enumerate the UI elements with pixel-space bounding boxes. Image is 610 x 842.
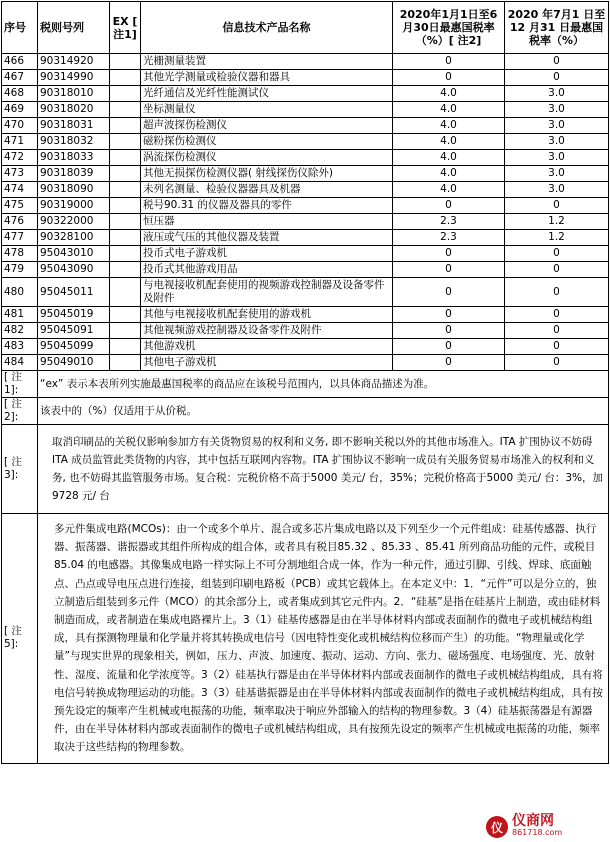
row-rate1: 4.0 bbox=[393, 182, 505, 198]
watermark-logo-icon: 仪 bbox=[486, 816, 508, 838]
row-name: 超声波探伤检测仪 bbox=[141, 118, 393, 134]
row-ex bbox=[110, 323, 141, 339]
row-code: 90318010 bbox=[38, 86, 110, 102]
row-name: 涡流探伤检测仪 bbox=[141, 150, 393, 166]
row-ex bbox=[110, 307, 141, 323]
row-code: 95045099 bbox=[38, 339, 110, 355]
row-rate2: 0 bbox=[505, 54, 609, 70]
note-1-text: “ex” 表示本表所列实施最惠国税率的商品应在该税号范围内，以具体商品描述为准。 bbox=[38, 371, 609, 398]
note-5-label: [ 注5]: bbox=[2, 514, 38, 764]
row-ex bbox=[110, 278, 141, 307]
row-name: 其他视频游戏控制器及设备零件及附件 bbox=[141, 323, 393, 339]
row-rate1: 0 bbox=[393, 278, 505, 307]
table-row bbox=[2, 355, 609, 371]
row-name: 坐标测量仪 bbox=[141, 102, 393, 118]
table-row bbox=[2, 182, 609, 198]
tariff-table bbox=[1, 1, 609, 764]
row-rate2: 3.0 bbox=[505, 166, 609, 182]
note-3-label: [ 注3]: bbox=[2, 425, 38, 514]
row-seq: 478 bbox=[2, 246, 38, 262]
header-seq: 序号 bbox=[2, 2, 38, 54]
row-rate2: 0 bbox=[505, 355, 609, 371]
table-row bbox=[2, 214, 609, 230]
row-rate1: 0 bbox=[393, 323, 505, 339]
watermark-url: 861718.com bbox=[512, 828, 563, 837]
row-seq: 473 bbox=[2, 166, 38, 182]
row-code: 90322000 bbox=[38, 214, 110, 230]
row-code: 90318032 bbox=[38, 134, 110, 150]
note-row-2 bbox=[2, 398, 609, 425]
row-ex bbox=[110, 339, 141, 355]
watermark-title: 仪商网 bbox=[512, 813, 554, 829]
header-ex: EX [ 注1] bbox=[110, 2, 141, 54]
row-seq: 472 bbox=[2, 150, 38, 166]
row-seq: 469 bbox=[2, 102, 38, 118]
row-code: 90318039 bbox=[38, 166, 110, 182]
row-seq: 482 bbox=[2, 323, 38, 339]
row-name: 液压或气压的其他仪器及装置 bbox=[141, 230, 393, 246]
row-seq: 468 bbox=[2, 86, 38, 102]
table-row bbox=[2, 150, 609, 166]
row-rate2: 3.0 bbox=[505, 134, 609, 150]
row-seq: 471 bbox=[2, 134, 38, 150]
row-seq: 476 bbox=[2, 214, 38, 230]
table-row bbox=[2, 102, 609, 118]
row-ex bbox=[110, 102, 141, 118]
note-5-text bbox=[38, 514, 609, 764]
row-name: 税号90.31 的仪器及器具的零件 bbox=[141, 198, 393, 214]
row-code: 90318090 bbox=[38, 182, 110, 198]
table-row bbox=[2, 230, 609, 246]
row-ex bbox=[110, 118, 141, 134]
row-rate2: 0 bbox=[505, 339, 609, 355]
row-name: 未列名测量、检验仪器器具及机器 bbox=[141, 182, 393, 198]
note-row-3 bbox=[2, 425, 609, 514]
row-rate1: 4.0 bbox=[393, 166, 505, 182]
row-rate2: 3.0 bbox=[505, 150, 609, 166]
row-code: 95043090 bbox=[38, 262, 110, 278]
row-name: 光纤通信及光纤性能测试仪 bbox=[141, 86, 393, 102]
row-rate1: 4.0 bbox=[393, 102, 505, 118]
watermark-text bbox=[512, 813, 563, 838]
row-rate1: 0 bbox=[393, 355, 505, 371]
header-code: 税则号列 bbox=[38, 2, 110, 54]
row-rate1: 0 bbox=[393, 198, 505, 214]
row-rate1: 0 bbox=[393, 262, 505, 278]
table-row bbox=[2, 307, 609, 323]
row-rate2: 0 bbox=[505, 198, 609, 214]
row-name: 光栅测量装置 bbox=[141, 54, 393, 70]
row-seq: 479 bbox=[2, 262, 38, 278]
table-row bbox=[2, 339, 609, 355]
row-seq: 474 bbox=[2, 182, 38, 198]
row-rate1: 2.3 bbox=[393, 214, 505, 230]
note-row-1 bbox=[2, 371, 609, 398]
note-1-label: [ 注1]: bbox=[2, 371, 38, 398]
row-rate1: 2.3 bbox=[393, 230, 505, 246]
row-rate1: 0 bbox=[393, 339, 505, 355]
note-2-label: [ 注2]: bbox=[2, 398, 38, 425]
row-rate2: 0 bbox=[505, 307, 609, 323]
row-rate1: 0 bbox=[393, 54, 505, 70]
row-rate1: 4.0 bbox=[393, 134, 505, 150]
row-ex bbox=[110, 182, 141, 198]
row-ex bbox=[110, 54, 141, 70]
site-watermark bbox=[486, 814, 604, 840]
row-seq: 475 bbox=[2, 198, 38, 214]
row-ex bbox=[110, 134, 141, 150]
row-name: 磁粉探伤检测仪 bbox=[141, 134, 393, 150]
row-name: 其他光学测量或检验仪器和器具 bbox=[141, 70, 393, 86]
row-rate2: 0 bbox=[505, 246, 609, 262]
row-seq: 470 bbox=[2, 118, 38, 134]
row-code: 95045091 bbox=[38, 323, 110, 339]
row-ex bbox=[110, 214, 141, 230]
table-row bbox=[2, 246, 609, 262]
row-name: 投币式电子游戏机 bbox=[141, 246, 393, 262]
row-rate2: 0 bbox=[505, 278, 609, 307]
row-code: 95049010 bbox=[38, 355, 110, 371]
row-rate2: 3.0 bbox=[505, 182, 609, 198]
row-code: 95043010 bbox=[38, 246, 110, 262]
table-row bbox=[2, 54, 609, 70]
row-rate2: 0 bbox=[505, 70, 609, 86]
row-code: 90328100 bbox=[38, 230, 110, 246]
table-row bbox=[2, 198, 609, 214]
header-rate-h1: 2020年1月1日至6月30日最惠国税率（%）[ 注2] bbox=[393, 2, 505, 54]
row-code: 95045019 bbox=[38, 307, 110, 323]
header-row bbox=[2, 2, 609, 54]
row-seq: 483 bbox=[2, 339, 38, 355]
row-rate1: 0 bbox=[393, 246, 505, 262]
row-ex bbox=[110, 246, 141, 262]
header-rate-h2: 2020 年7月1 日至12 月31 日最惠国税率（%） bbox=[505, 2, 609, 54]
row-code: 90318020 bbox=[38, 102, 110, 118]
row-ex bbox=[110, 198, 141, 214]
row-rate2: 1.2 bbox=[505, 214, 609, 230]
row-ex bbox=[110, 262, 141, 278]
row-seq: 466 bbox=[2, 54, 38, 70]
row-seq: 481 bbox=[2, 307, 38, 323]
note-3-text bbox=[38, 425, 609, 514]
row-rate2: 1.2 bbox=[505, 230, 609, 246]
table-row bbox=[2, 262, 609, 278]
row-rate1: 4.0 bbox=[393, 150, 505, 166]
note-5-paragraph: 多元件集成电路(MCOs)：由一个或多个单片、混合或多芯片集成电路以及下列至少一个元件组成：硅基传感器、执行器、振荡器、谐振器或其组件所构成的组合体，或者具有税目85.32 、85.33 、85.41 所列商品功能的元件，或税目85.04 的电感器。其像集成电路一样实际上不可分割地组合成一体，作为一种元件，通过引脚、引线、焊球、底面触点、凸点或导电压点进行连接，组装到印刷电路板（PCB）或其它载体上。在本定义中：1．“元件”可以是分立的，独立制造后组装到多元件（MCO）的其余部分上，或者集成到其它元件内。2．“硅基”是指在硅基片上制造，或由硅材料制造而成，或者制造在集成电路裸片上。3（1）硅基传感器是由在半导体材料内部或表面制作的微电子或机械结构组成，具有探测物理量和化学量并将其转换成电信号（因电特性变化或机械结构位移而产生）的功能。“物理量或化学量”与现实世界的现象相关，例如，压力、声波、加速度、振动、运动、方向、张力、磁场强度、电场强度、光、放射性、湿度、流量和化学浓度等。3（2）硅基执行器是由在半导体材料内部或表面制作的微电子或机械结构组成，具有将电信号转换成物理运动的功能。3（3）硅基谐振器是由在半导体材料内部或表面制作的微电子或机械结构组成，具有按预先设定的频率产生机械或电振荡的功能，频率取决于响应外部输入的结构的物理参数。3（4）硅基振荡器是有源器件，由在半导体材料内部或表面制作的微电子或机械结构组成，具有按预先设定的频率产生机械或电振荡的功能，频率取决于这些结构的物理参数。 bbox=[54, 523, 603, 754]
table-row bbox=[2, 134, 609, 150]
row-name: 恒压器 bbox=[141, 214, 393, 230]
row-rate1: 0 bbox=[393, 307, 505, 323]
row-rate2: 0 bbox=[505, 262, 609, 278]
row-code: 95045011 bbox=[38, 278, 110, 307]
table-row bbox=[2, 70, 609, 86]
row-rate2: 3.0 bbox=[505, 86, 609, 102]
row-rate2: 3.0 bbox=[505, 118, 609, 134]
row-seq: 484 bbox=[2, 355, 38, 371]
table-row bbox=[2, 323, 609, 339]
header-name: 信息技术产品名称 bbox=[141, 2, 393, 54]
table-row bbox=[2, 118, 609, 134]
row-name: 其他游戏机 bbox=[141, 339, 393, 355]
row-rate2: 0 bbox=[505, 323, 609, 339]
row-seq: 467 bbox=[2, 70, 38, 86]
row-code: 90314920 bbox=[38, 54, 110, 70]
row-seq: 477 bbox=[2, 230, 38, 246]
note-3-paragraph: 取消印刷品的关税仅影响参加方有关货物贸易的权利和义务, 即不影响关税以外的其他市场准入。ITA 扩围协议不妨碍ITA 成员监管此类货物的内容，其中包括互联网内容物。ITA 扩围协议不影响一成员有关服务贸易市场准入的权利和义务, 也不妨碍其监管服务市场。复合税：完税价格不高于5000 美元/ 台，35%；完税价格高于5000 美元/ 台：3%，加9728 元/ 台 bbox=[52, 436, 604, 502]
row-ex bbox=[110, 355, 141, 371]
table-row bbox=[2, 166, 609, 182]
row-ex bbox=[110, 86, 141, 102]
row-name: 其他无损探伤检测仪器( 射线探伤仪除外) bbox=[141, 166, 393, 182]
row-rate2: 3.0 bbox=[505, 102, 609, 118]
row-name: 其他与电视接收机配套使用的游戏机 bbox=[141, 307, 393, 323]
row-rate1: 0 bbox=[393, 70, 505, 86]
row-name: 与电视接收机配套使用的视频游戏控制器及设备零件及附件 bbox=[141, 278, 393, 307]
row-ex bbox=[110, 230, 141, 246]
row-ex bbox=[110, 150, 141, 166]
table-row bbox=[2, 86, 609, 102]
note-row-5 bbox=[2, 514, 609, 764]
row-name: 其他电子游戏机 bbox=[141, 355, 393, 371]
table-row bbox=[2, 278, 609, 307]
note-2-text: 该表中的（%）仅适用于从价税。 bbox=[38, 398, 609, 425]
row-seq: 480 bbox=[2, 278, 38, 307]
row-code: 90318031 bbox=[38, 118, 110, 134]
row-code: 90319000 bbox=[38, 198, 110, 214]
row-rate1: 4.0 bbox=[393, 118, 505, 134]
row-ex bbox=[110, 70, 141, 86]
row-name: 投币式其他游戏用品 bbox=[141, 262, 393, 278]
row-code: 90318033 bbox=[38, 150, 110, 166]
row-rate1: 4.0 bbox=[393, 86, 505, 102]
row-code: 90314990 bbox=[38, 70, 110, 86]
row-ex bbox=[110, 166, 141, 182]
